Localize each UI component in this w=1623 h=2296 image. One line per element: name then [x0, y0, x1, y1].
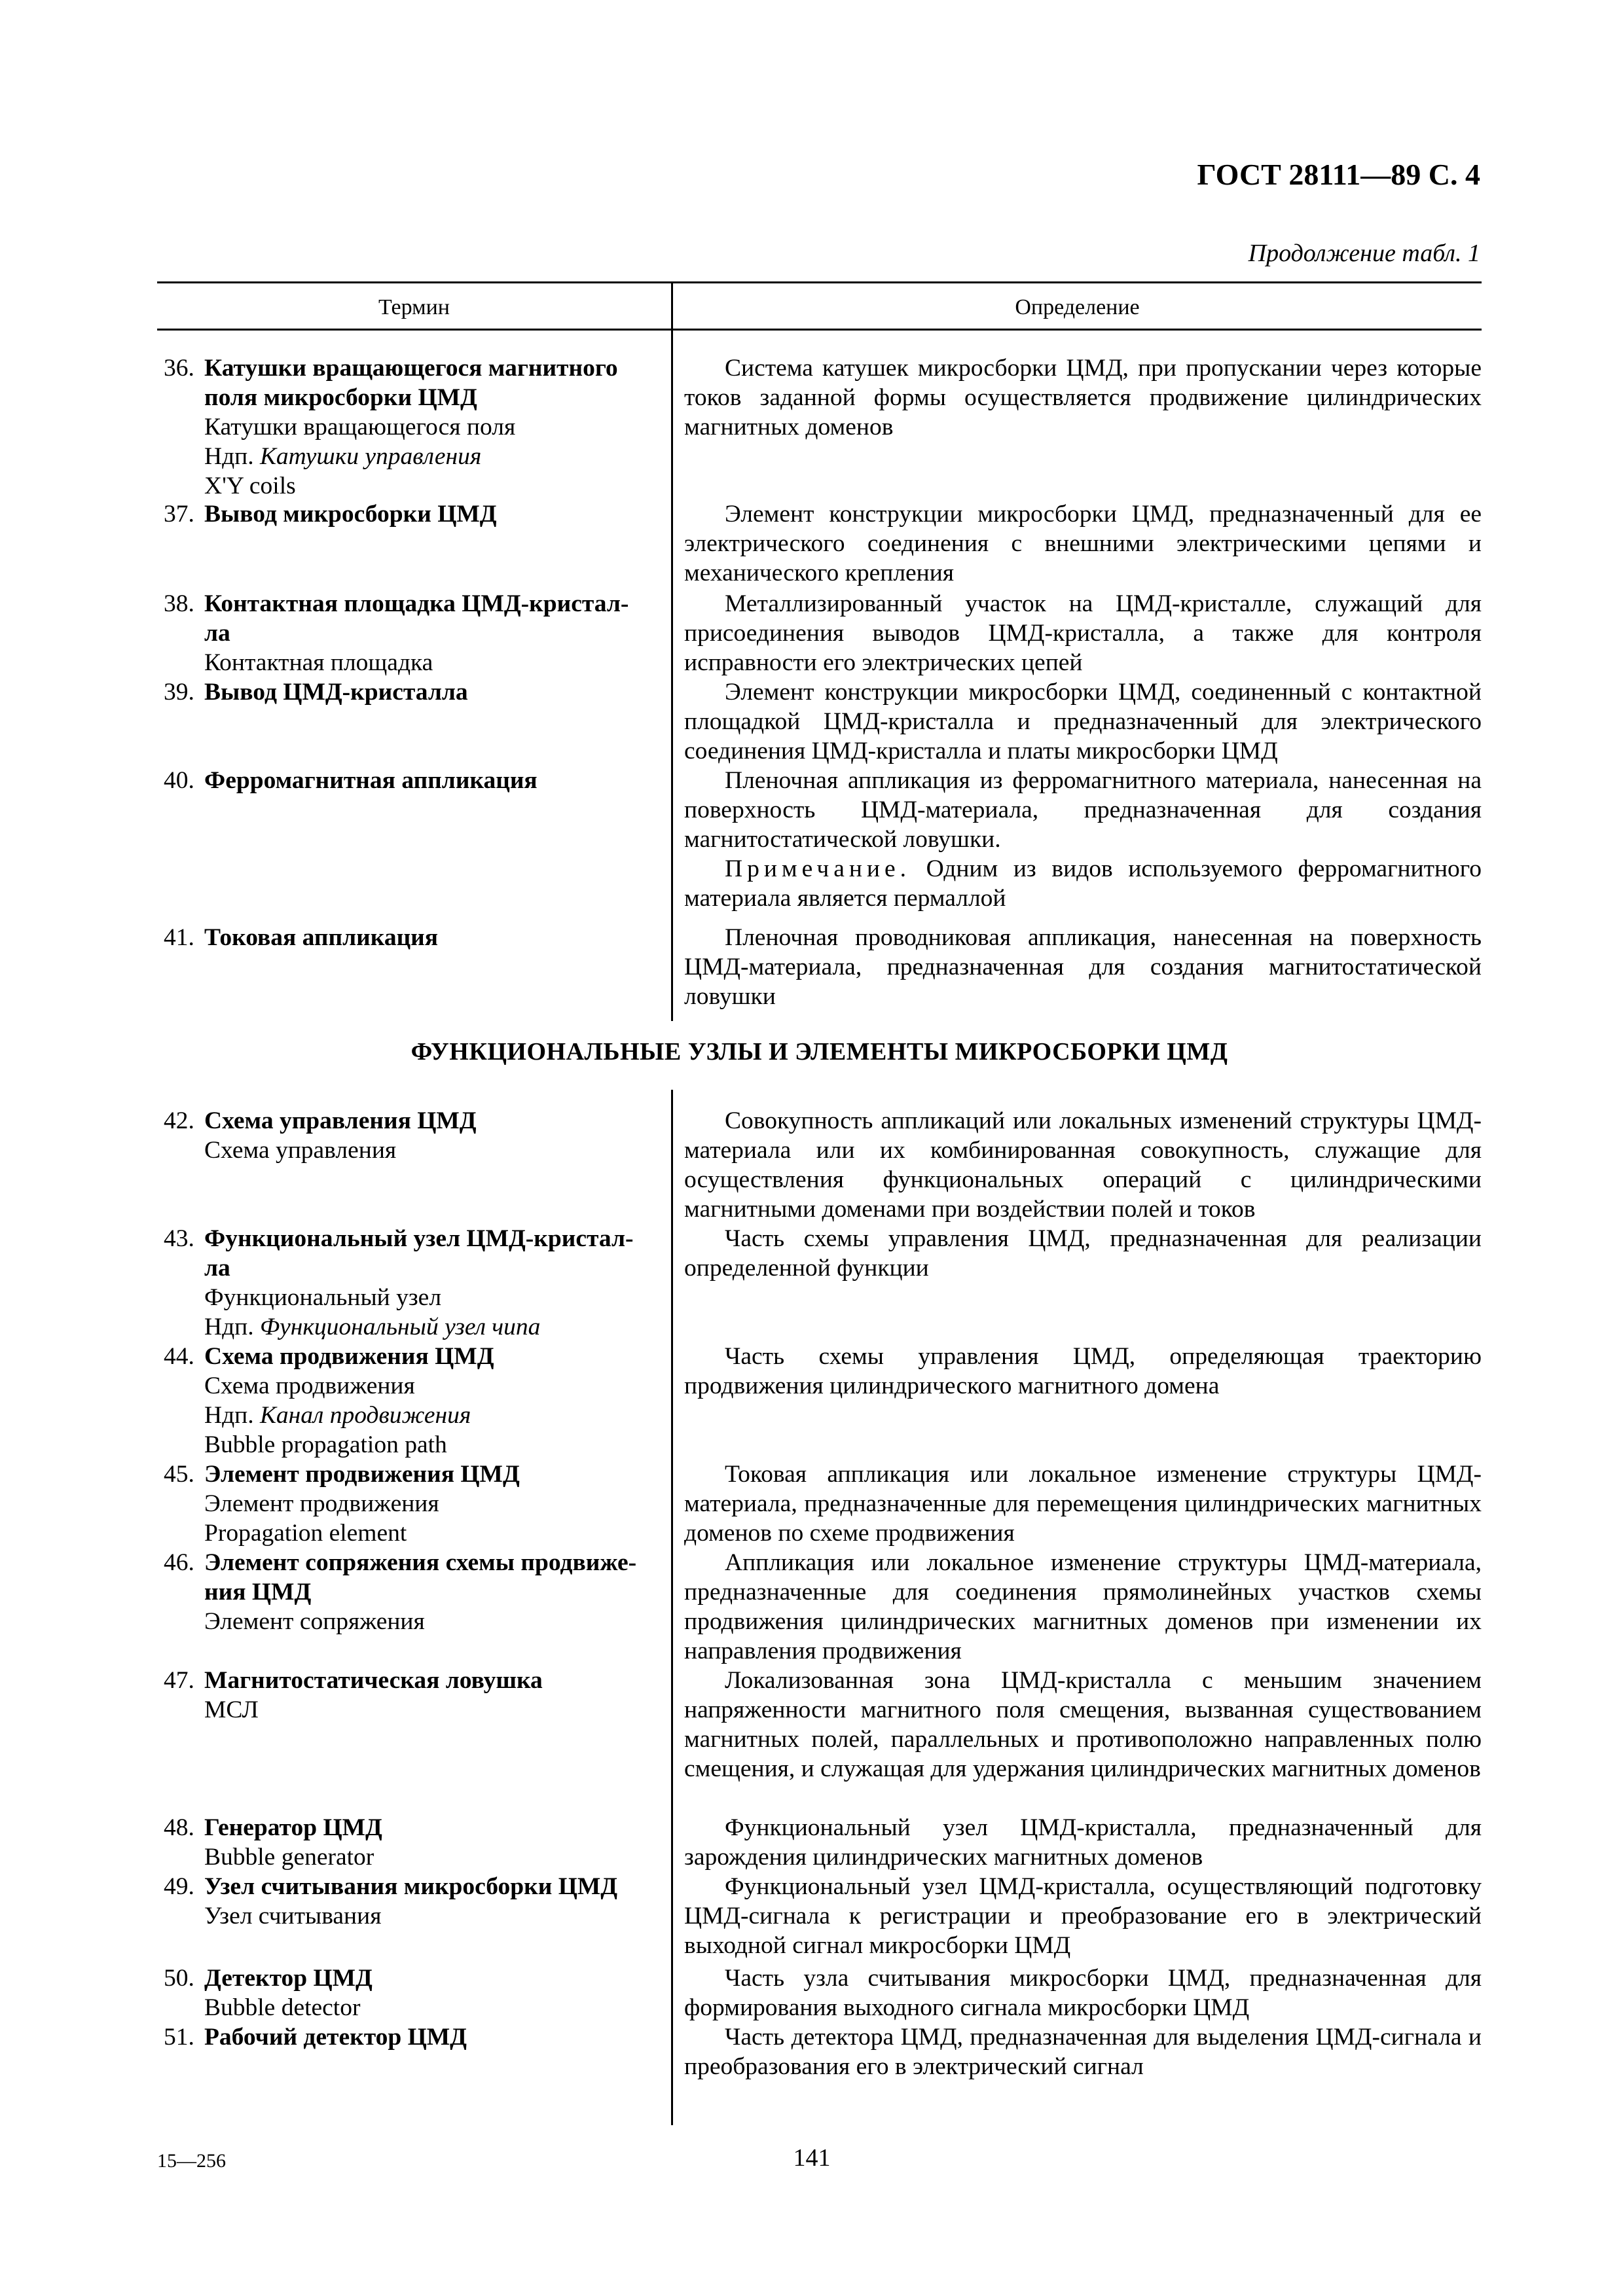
term-line [164, 353, 661, 383]
term-title: поля микросборки ЦМД [204, 384, 477, 411]
ndp-term: Функциональный узел чипа [259, 1314, 541, 1340]
term-title: ния ЦМД [204, 1579, 312, 1605]
definition-text: Функциональный узел ЦМД-кристалла, предназначенный для зарождения цилиндрических магнитных доменов [684, 1814, 1482, 1871]
note-text: Одним из видов используемого ферромагнитного материала является пермаллой [684, 855, 1482, 912]
term-cell [164, 1666, 661, 1725]
page-number: 141 [793, 2144, 831, 2172]
definition-text: Элемент конструкции микросборки ЦМД, предназначенный для ее электрического соединения с внешними электрическими цепями и механического крепления [684, 501, 1482, 586]
term-ndp [164, 442, 661, 471]
footer-code: 15—256 [157, 2150, 226, 2172]
term-line [164, 677, 661, 707]
definition-cell [684, 1342, 1482, 1401]
term-number: 51. [164, 2024, 194, 2051]
term-cell [164, 353, 661, 501]
definition-cell [684, 1548, 1482, 1666]
term-synonym: Функциональный узел [204, 1284, 442, 1311]
ndp-term: Канал продвижения [259, 1402, 471, 1429]
term-synonym: Контактная площадка [204, 649, 433, 676]
term-line [164, 1106, 661, 1136]
definition-text: Совокупность аппликаций или локальных изменений структуры ЦМД-материала или их комбинированная совокупность, служащие для осуществления функциональных операций с цилиндрическими магнитными доменами при воздействии полей и токов [684, 1107, 1482, 1223]
term-line [164, 1460, 661, 1489]
table-caption: Продолжение табл. 1 [1248, 240, 1480, 267]
definition-text: Металлизированный участок на ЦМД-кристалле, служащий для присоединения выводов ЦМД-кристалла, а также для контроля исправности его электрических цепей [684, 590, 1482, 676]
term-synonym: Схема продвижения [204, 1372, 415, 1399]
term-cell [164, 1964, 661, 2022]
term-number: 45. [164, 1461, 194, 1488]
term-number: 37. [164, 501, 194, 528]
definition-text: Токовая аппликация или локальное изменение структуры ЦМД-материала, предназначенные для перемещения цилиндрических магнитных доменов по схеме продвижения [684, 1461, 1482, 1547]
definition-text: Часть схемы управления ЦМД, определяющая траекторию продвижения цилиндрического магнитного домена [684, 1343, 1482, 1399]
definition-cell [684, 1460, 1482, 1548]
term-line [164, 589, 661, 619]
definition-cell [684, 353, 1482, 442]
term-cell [164, 1224, 661, 1342]
definition-text: Система катушек микросборки ЦМД, при пропускании через которые токов заданной формы осуществляется продвижение цилиндрических магнитных доменов [684, 355, 1482, 440]
term-line [164, 1253, 661, 1283]
definition-cell [684, 589, 1482, 677]
definition-text: Часть узла считывания микросборки ЦМД, предназначенная для формирования выходного сигнала микросборки ЦМД [684, 1965, 1482, 2021]
term-title: Функциональный узел ЦМД-кристал- [204, 1225, 634, 1252]
header-bottom-rule [157, 329, 1482, 331]
definition-text: Локализованная зона ЦМД-кристалла с меньшим значением напряженности магнитного поля смещения, вызванная существованием магнитных полей, параллельных и противоположно направленных полю смещения, и служащая для удержания цилиндрических магнитных доменов [684, 1667, 1482, 1782]
term-line [164, 1666, 661, 1695]
term-number: 38. [164, 590, 194, 617]
definition-text: Аппликация или локальное изменение структуры ЦМД-материала, предназначенные для соединения прямолинейных участков схемы продвижения цилиндрических магнитных доменов при изменении их направления продвижения [684, 1549, 1482, 1664]
column-header-term: Термин [378, 295, 450, 319]
section-heading: ФУНКЦИОНАЛЬНЫЕ УЗЛЫ И ЭЛЕМЕНТЫ МИКРОСБОРКИ ЦМД [410, 1038, 1228, 1066]
term-english: Bubble detector [204, 1994, 361, 2021]
term-line [164, 1964, 661, 1993]
term-title: Элемент сопряжения схемы продвиже- [204, 1549, 637, 1576]
term-number: 42. [164, 1107, 194, 1134]
definition-text: Элемент конструкции микросборки ЦМД, соединенный с контактной площадкой ЦМД-кристалла и предназначенный для электрического соединения ЦМД-кристалла и платы микросборки ЦМД [684, 679, 1482, 764]
definition-cell [684, 1964, 1482, 2022]
term-title: Детектор ЦМД [204, 1965, 373, 1992]
term-title: Генератор ЦМД [204, 1814, 382, 1841]
term-line [164, 2022, 661, 2052]
term-title: ла [204, 620, 230, 647]
term-cell [164, 499, 661, 529]
term-title: Схема продвижения ЦМД [204, 1343, 494, 1370]
term-title: Узел считывания микросборки ЦМД [204, 1873, 618, 1900]
definition-cell [684, 2022, 1482, 2081]
note-label: Примечание. [725, 855, 911, 882]
definition-cell [684, 766, 1482, 913]
term-cell [164, 677, 661, 707]
term-line [164, 619, 661, 648]
definition-cell [684, 1666, 1482, 1784]
term-line [164, 1548, 661, 1577]
term-synonym: Катушки вращающегося поля [204, 414, 516, 440]
ndp-label: Ндп. [204, 1314, 254, 1340]
definition-cell [684, 923, 1482, 1011]
definition-text: Часть детектора ЦМД, предназначенная для выделения ЦМД-сигнала и преобразования его в электрический сигнал [684, 2024, 1482, 2080]
definition-cell [684, 1224, 1482, 1283]
term-title: Вывод ЦМД-кристалла [204, 679, 468, 706]
term-english: X'Y coils [204, 473, 296, 499]
term-title: Контактная площадка ЦМД-кристал- [204, 590, 629, 617]
table-top-rule [157, 281, 1482, 283]
page-header: ГОСТ 28111—89 С. 4 [1197, 158, 1480, 191]
term-line [164, 1577, 661, 1607]
term-ndp [164, 1401, 661, 1430]
definition-text: Пленочная аппликация из ферромагнитного материала, нанесенная на поверхность ЦМД-материала, предназначенная для создания магнитостатической ловушки. [684, 767, 1482, 853]
term-line [164, 1872, 661, 1901]
term-title: Магнитостатическая ловушка [204, 1667, 543, 1694]
term-number: 40. [164, 767, 194, 794]
definition-cell [684, 677, 1482, 766]
term-title: Элемент продвижения ЦМД [204, 1461, 520, 1488]
term-number: 36. [164, 355, 194, 382]
term-number: 50. [164, 1965, 194, 1992]
definition-text: Пленочная проводниковая аппликация, нанесенная на поверхность ЦМД-материала, предназначенная для создания магнитостатической ловушки [684, 924, 1482, 1010]
term-cell [164, 1548, 661, 1636]
term-synonym: Узел считывания [204, 1903, 382, 1929]
term-cell [164, 589, 661, 677]
term-title: Вывод микросборки ЦМД [204, 501, 497, 528]
ndp-label: Ндп. [204, 1402, 254, 1429]
ndp-label: Ндп. [204, 443, 254, 470]
column-header-definition: Определение [1015, 295, 1140, 319]
note [684, 854, 1482, 913]
term-english: Propagation element [204, 1520, 407, 1547]
term-title: ла [204, 1255, 230, 1282]
term-number: 46. [164, 1549, 194, 1576]
term-english: Bubble propagation path [204, 1431, 447, 1458]
term-ndp [164, 1312, 661, 1342]
definition-cell [684, 1872, 1482, 1960]
term-title: Токовая аппликация [204, 924, 439, 951]
term-title: Схема управления ЦМД [204, 1107, 477, 1134]
column-divider-top [671, 281, 673, 1021]
term-cell [164, 1813, 661, 1872]
term-number: 39. [164, 679, 194, 706]
term-title: Катушки вращающегося магнитного [204, 355, 618, 382]
definition-text: Функциональный узел ЦМД-кристалла, осуществляющий подготовку ЦМД-сигнала к регистрации и преобразование его в электрический выходной сигнал микросборки ЦМД [684, 1873, 1482, 1959]
ndp-term: Катушки управления [259, 443, 482, 470]
term-line [164, 1813, 661, 1842]
term-line [164, 1342, 661, 1371]
term-synonym: Схема управления [204, 1137, 397, 1164]
term-line [164, 1224, 661, 1253]
term-cell [164, 1106, 661, 1165]
term-synonym: Элемент продвижения [204, 1490, 439, 1517]
term-title: Ферромагнитная аппликация [204, 767, 538, 794]
definition-cell [684, 1106, 1482, 1224]
term-line [164, 383, 661, 412]
column-divider-bottom [671, 1090, 673, 2125]
term-line [164, 923, 661, 952]
term-cell [164, 1342, 661, 1460]
definition-cell [684, 1813, 1482, 1872]
term-cell [164, 2022, 661, 2052]
term-synonym: Элемент сопряжения [204, 1608, 425, 1635]
term-number: 48. [164, 1814, 194, 1841]
term-cell [164, 766, 661, 795]
term-number: 43. [164, 1225, 194, 1252]
term-line [164, 766, 661, 795]
term-synonym: МСЛ [204, 1696, 259, 1723]
term-number: 41. [164, 924, 194, 951]
term-line [164, 499, 661, 529]
term-cell [164, 923, 661, 952]
term-number: 47. [164, 1667, 194, 1694]
term-cell [164, 1460, 661, 1548]
term-number: 49. [164, 1873, 194, 1900]
term-number: 44. [164, 1343, 194, 1370]
definition-cell [684, 499, 1482, 588]
term-cell [164, 1872, 661, 1931]
term-title: Рабочий детектор ЦМД [204, 2024, 467, 2051]
definition-text: Часть схемы управления ЦМД, предназначенная для реализации определенной функции [684, 1225, 1482, 1282]
term-english: Bubble generator [204, 1844, 374, 1871]
